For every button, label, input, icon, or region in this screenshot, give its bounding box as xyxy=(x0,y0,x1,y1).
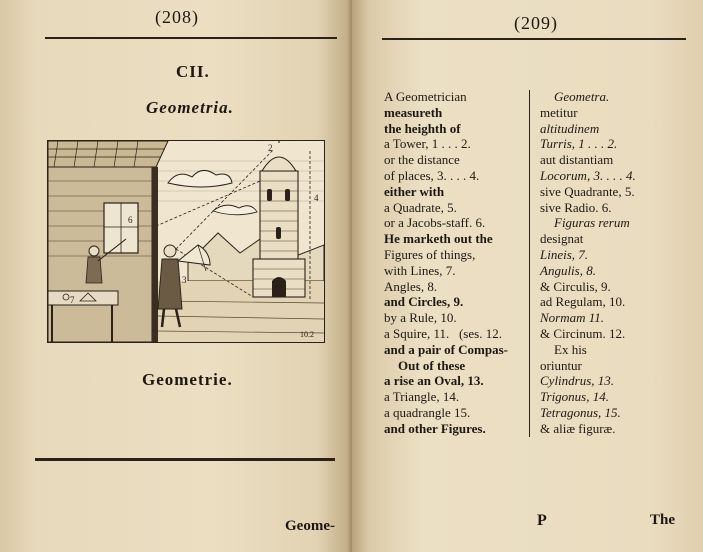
page-number-left: (208) xyxy=(155,7,199,27)
footer-rule-left xyxy=(35,458,335,461)
en-line: measureth xyxy=(384,104,443,120)
en-line: or the distance xyxy=(384,152,460,168)
la-line: designat xyxy=(540,231,584,247)
plate-number-4: 4 xyxy=(314,193,319,203)
la-line: Geometra. xyxy=(554,89,610,104)
en-line: Out of these xyxy=(398,357,466,373)
plate-number-6: 6 xyxy=(128,215,133,225)
english-title: Geometrie. xyxy=(142,370,233,389)
en-line: with Lines, 7. xyxy=(384,262,456,278)
en-line: A Geometrician xyxy=(384,89,467,104)
plate-number-3: 3 xyxy=(182,275,187,285)
en-line: a Squire, 11. (ses. 12. xyxy=(384,325,502,341)
en-line: either with xyxy=(384,183,445,199)
la-line: & aliæ figuræ. xyxy=(540,420,616,436)
en-line: Figures of things, xyxy=(384,246,476,262)
en-line: and Circles, 9. xyxy=(384,294,464,310)
en-line: by a Rule, 10. xyxy=(384,310,457,326)
en-line: a Quadrate, 5. xyxy=(384,199,457,215)
plate-label: 10.2 xyxy=(300,330,314,339)
header-rule-left xyxy=(45,37,337,39)
en-line: a Triangle, 14. xyxy=(384,389,460,405)
la-line: Lineis, 7. xyxy=(540,246,589,262)
la-line: Trigonus, 14. xyxy=(540,389,609,405)
la-line: altitudinem xyxy=(540,120,600,136)
en-line: and other Figures. xyxy=(384,420,486,436)
la-line: sive Radio. 6. xyxy=(540,199,612,215)
plate-number-7: 7 xyxy=(70,295,75,305)
la-line: oriuntur xyxy=(540,357,582,373)
en-line: He marketh out the xyxy=(384,231,493,247)
la-line: metitur xyxy=(540,104,578,120)
la-line: ad Regulam, 10. xyxy=(540,294,626,310)
en-line: a Tower, 1 . . . 2. xyxy=(384,136,471,152)
en-line: a quadrangle 15. xyxy=(384,404,471,420)
la-line: sive Quadrante, 5. xyxy=(540,183,635,199)
catchword-right: The xyxy=(650,512,676,528)
en-line: or a Jacobs-staff. 6. xyxy=(384,215,486,231)
english-column xyxy=(384,89,508,437)
la-line: Turris, 1 . . . 2. xyxy=(540,136,618,152)
latin-title: Geometria. xyxy=(146,98,234,117)
en-line: the heighth of xyxy=(384,120,461,136)
la-line: & Circulis, 9. xyxy=(540,278,611,294)
woodcut-illustration xyxy=(47,140,325,343)
en-line: and a pair of Compas- xyxy=(384,341,509,357)
la-line: Locorum, 3. . . . 4. xyxy=(540,167,636,183)
page-number-right: (209) xyxy=(514,13,558,33)
la-line: & Circinum. 12. xyxy=(540,325,626,341)
chapter-number: CII. xyxy=(176,62,210,81)
la-line: Angulis, 8. xyxy=(540,262,596,278)
header-rule-right xyxy=(382,38,686,40)
la-line: Ex his xyxy=(554,341,587,357)
column-divider xyxy=(529,90,530,437)
la-line: Normam 11. xyxy=(540,310,605,326)
en-line: of places, 3. . . . 4. xyxy=(384,167,480,183)
en-line: a rise an Oval, 13. xyxy=(384,373,484,389)
la-line: Figuras rerum xyxy=(554,215,630,231)
la-line: Cylindrus, 13. xyxy=(540,373,615,389)
en-line: Angles, 8. xyxy=(384,278,438,294)
catchword-left: Geome- xyxy=(285,518,335,534)
plate-number-2: 2 xyxy=(268,143,273,153)
la-line: Tetragonus, 15. xyxy=(540,404,621,420)
signature-mark: P xyxy=(537,512,547,529)
la-line: aut distantiam xyxy=(540,152,614,168)
latin-column xyxy=(540,89,636,437)
geometry-woodcut xyxy=(48,141,324,342)
